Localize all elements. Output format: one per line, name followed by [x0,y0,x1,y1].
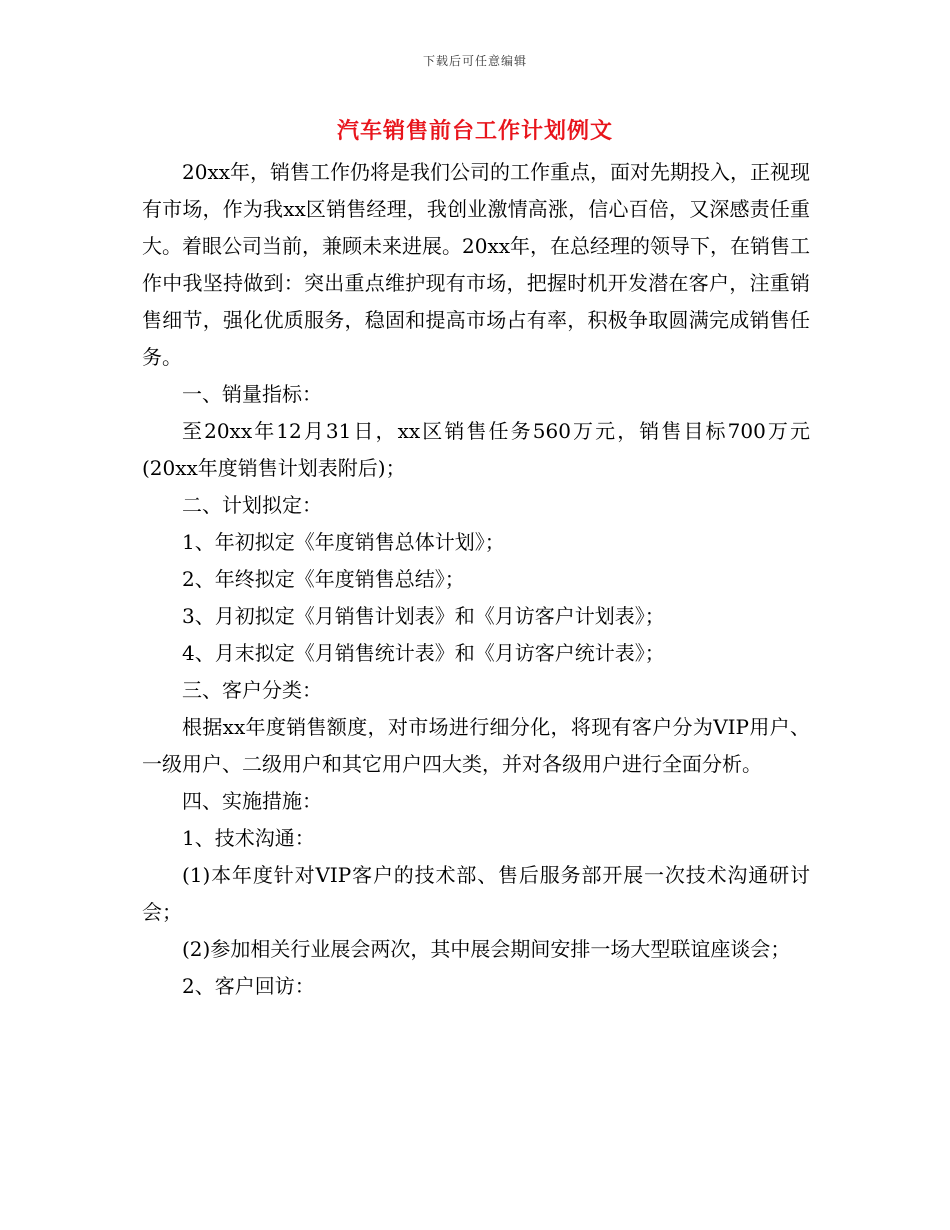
paragraph-intro: 20xx年，销售工作仍将是我们公司的工作重点，面对先期投入，正视现有市场，作为我xx区销售经理，我创业激情高涨，信心百倍，又深感责任重大。着眼公司当前，兼顾未来进展。20xx年，在总经理的领导下，在销售工作中我坚持做到：突出重点维护现有市场，把握时机开发潜在客户，注重销售细节，强化优质服务，稳固和提高市场占有率，积极争取圆满完成销售任务。 [142,160,811,369]
list-item: 4、月末拟定《月销售统计表》和《月访客户统计表》； [182,641,665,665]
header-note: 下载后可任意编辑 [422,54,527,68]
list-item: 3、月初拟定《月销售计划表》和《月访客户计划表》； [182,604,665,628]
section-heading-customer-classification: 三、客户分类： [182,678,322,702]
paragraph-sales-target: 至20xx年12月31日，xx区销售任务560万元，销售目标700万元(20xx年度销售计划表附后)； [142,419,810,480]
subheading-customer-visits: 2、客户回访： [182,974,315,998]
list-item: 1、年初拟定《年度销售总体计划》； [182,530,505,554]
list-item: (2)参加相关行业展会两次，其中展会期间安排一场大型联谊座谈会； [182,937,791,961]
document-title: 汽车销售前台工作计划例文 [336,118,613,144]
list-item: (1)本年度针对VIP客户的技术部、售后服务部开展一次技术沟通研讨会； [142,863,810,924]
list-item: 2、年终拟定《年度销售总结》； [182,567,465,591]
document-body [142,154,810,1005]
section-heading-measures: 四、实施措施： [182,789,322,813]
section-heading-sales-target: 一、销量指标： [182,382,322,406]
paragraph-customer-classification: 根据xx年度销售额度，对市场进行细分化，将现有客户分为VIP用户、一级用户、二级用户和其它用户四大类，并对各级用户进行全面分析。 [142,715,810,776]
subheading-technical-communication: 1、技术沟通： [182,826,315,850]
section-heading-planning: 二、计划拟定： [182,493,322,517]
